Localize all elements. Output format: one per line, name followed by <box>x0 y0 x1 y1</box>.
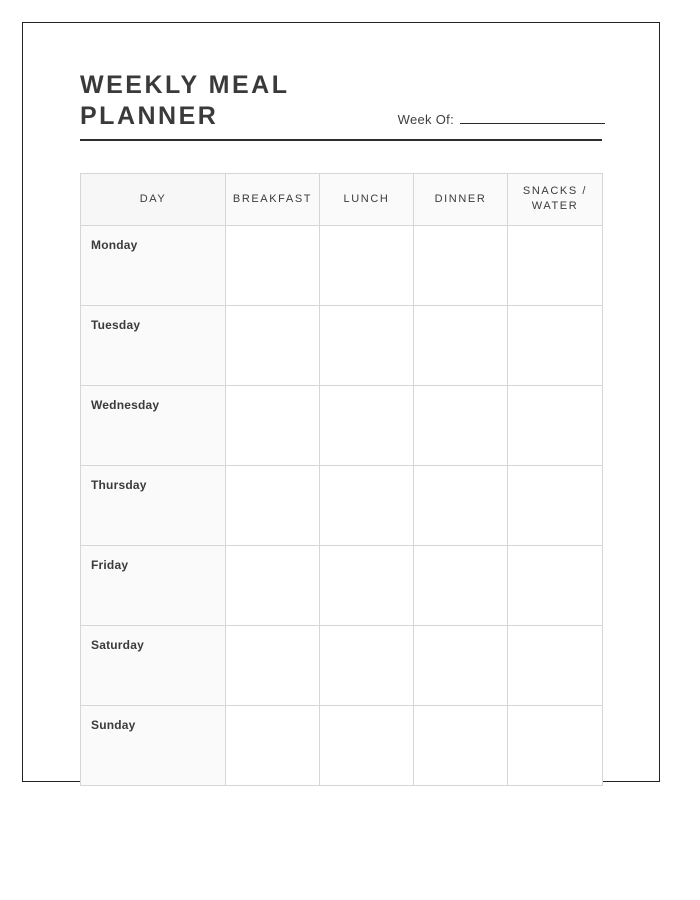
cell-monday-dinner[interactable] <box>414 225 508 305</box>
cell-saturday-breakfast[interactable] <box>226 625 320 705</box>
title-divider <box>80 139 602 141</box>
cell-thursday-snacks[interactable] <box>508 465 603 545</box>
column-header-lunch: LUNCH <box>320 173 414 225</box>
cell-friday-snacks[interactable] <box>508 545 603 625</box>
cell-thursday-lunch[interactable] <box>320 465 414 545</box>
cell-sunday-lunch[interactable] <box>320 705 414 785</box>
table-row <box>81 465 603 545</box>
page-title-line-2: PLANNER <box>80 102 219 131</box>
table-header-row <box>81 173 603 225</box>
page-title <box>80 70 350 133</box>
column-header-breakfast: BREAKFAST <box>226 173 320 225</box>
column-header-snacks-line2: WATER <box>531 200 579 212</box>
week-of-field[interactable] <box>398 110 605 133</box>
table-row <box>81 225 603 305</box>
table-row <box>81 305 603 385</box>
cell-thursday-breakfast[interactable] <box>226 465 320 545</box>
table-header <box>81 173 603 225</box>
cell-tuesday-breakfast[interactable] <box>226 305 320 385</box>
weekly-meal-table <box>80 173 603 786</box>
column-header-snacks-water <box>508 173 603 225</box>
column-header-dinner: DINNER <box>414 173 508 225</box>
day-label-monday: Monday <box>81 225 226 305</box>
day-label-saturday: Saturday <box>81 625 226 705</box>
cell-sunday-breakfast[interactable] <box>226 705 320 785</box>
day-label-sunday: Sunday <box>81 705 226 785</box>
page-title-line-1: WEEKLY MEAL <box>80 71 290 99</box>
column-header-snacks-line1: SNACKS / <box>522 185 588 198</box>
day-label-wednesday: Wednesday <box>81 385 226 465</box>
cell-sunday-dinner[interactable] <box>414 705 508 785</box>
cell-wednesday-breakfast[interactable] <box>226 385 320 465</box>
day-label-tuesday: Tuesday <box>81 305 226 385</box>
cell-saturday-snacks[interactable] <box>508 625 603 705</box>
cell-monday-snacks[interactable] <box>508 225 603 305</box>
cell-wednesday-snacks[interactable] <box>508 385 603 465</box>
column-header-day: DAY <box>81 173 226 225</box>
table-body <box>81 225 603 785</box>
table-row <box>81 705 603 785</box>
table-row <box>81 385 603 465</box>
cell-tuesday-snacks[interactable] <box>508 305 603 385</box>
cell-monday-breakfast[interactable] <box>226 225 320 305</box>
cell-saturday-lunch[interactable] <box>320 625 414 705</box>
document-header <box>80 70 605 133</box>
cell-tuesday-dinner[interactable] <box>414 305 508 385</box>
cell-thursday-dinner[interactable] <box>414 465 508 545</box>
cell-wednesday-lunch[interactable] <box>320 385 414 465</box>
week-of-input[interactable] <box>460 110 605 124</box>
day-label-thursday: Thursday <box>81 465 226 545</box>
planner-content <box>80 70 605 786</box>
table-row <box>81 545 603 625</box>
cell-saturday-dinner[interactable] <box>414 625 508 705</box>
cell-sunday-snacks[interactable] <box>508 705 603 785</box>
cell-monday-lunch[interactable] <box>320 225 414 305</box>
table-row <box>81 625 603 705</box>
week-of-label: Week Of: <box>397 111 454 127</box>
cell-friday-dinner[interactable] <box>414 545 508 625</box>
cell-friday-lunch[interactable] <box>320 545 414 625</box>
cell-tuesday-lunch[interactable] <box>320 305 414 385</box>
cell-wednesday-dinner[interactable] <box>414 385 508 465</box>
cell-friday-breakfast[interactable] <box>226 545 320 625</box>
day-label-friday: Friday <box>81 545 226 625</box>
